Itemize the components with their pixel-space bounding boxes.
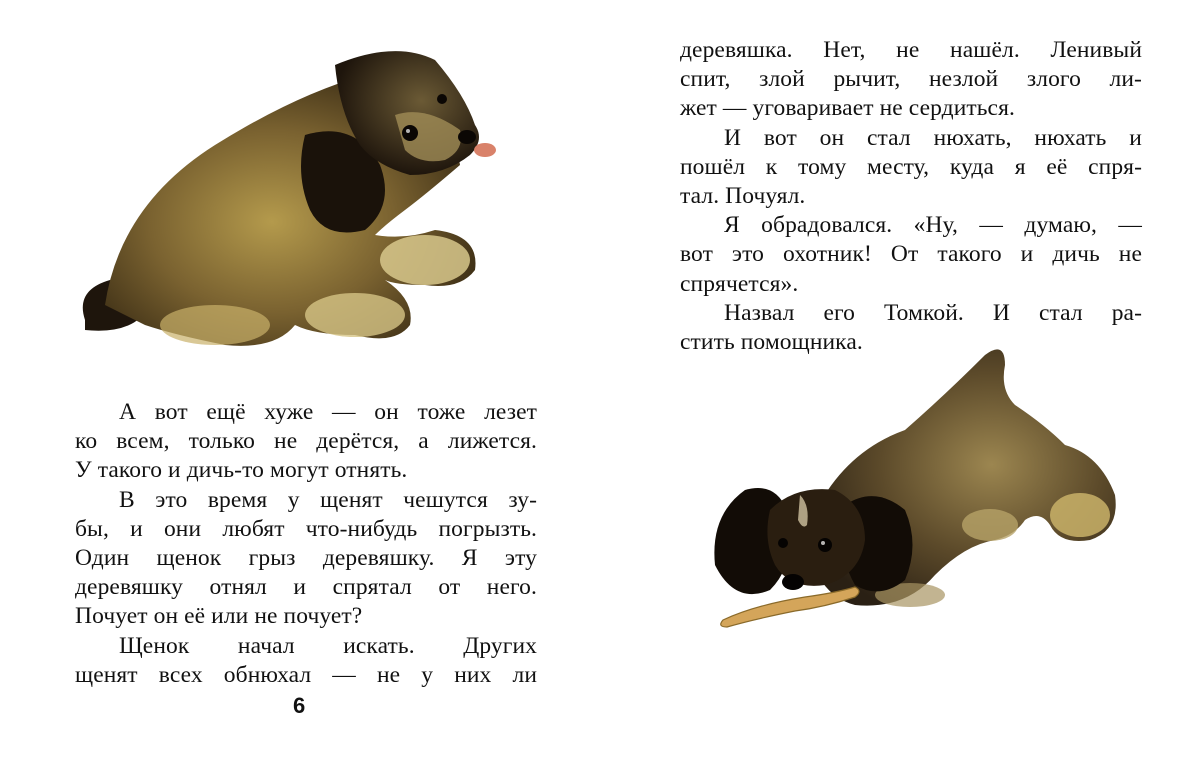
text-line: Щенок начал искать. Других bbox=[119, 632, 537, 659]
text-line: Почует он её или не почует? bbox=[75, 603, 363, 630]
right-page-text bbox=[680, 36, 1142, 357]
text-line: И вот он стал нюхать, нюхать и bbox=[724, 124, 1142, 151]
text-line: Я обрадовался. «Ну, — думаю, — bbox=[724, 212, 1142, 239]
text-line: спрячется». bbox=[680, 270, 799, 297]
text-line: пошёл к тому месту, куда я её спря- bbox=[680, 153, 1142, 180]
text-line: вот это охотник! От такого и дичь не bbox=[680, 241, 1142, 268]
text-line: Один щенок грыз деревяшку. Я эту bbox=[75, 544, 537, 571]
text-line: жет — уговаривает не сердиться. bbox=[680, 95, 1015, 122]
puppy-sitting-image bbox=[65, 35, 505, 365]
text-line: А вот ещё хуже — он тоже лезет bbox=[119, 399, 537, 425]
text-line: У такого и дичь-то могут отнять. bbox=[75, 457, 408, 484]
text-line: Назвал его Томкой. И стал ра- bbox=[724, 299, 1142, 326]
text-line: тал. Почуял. bbox=[680, 182, 806, 209]
puppy-with-stick-image bbox=[695, 335, 1125, 630]
text-line: спит, злой рычит, незлой злого ли- bbox=[680, 66, 1142, 93]
puppy-sitting-illustration bbox=[65, 35, 505, 365]
text-line: бы, и они любят что-нибудь погрызть. bbox=[75, 515, 537, 542]
puppy-with-stick-illustration bbox=[695, 335, 1125, 630]
text-line: В это время у щенят чешутся зу- bbox=[119, 486, 537, 513]
page-number: 6 bbox=[293, 693, 306, 718]
left-page-text bbox=[75, 398, 537, 690]
text-line: деревяшку отнял и спрятал от него. bbox=[75, 574, 537, 601]
text-line: стить помощника. bbox=[680, 328, 863, 355]
text-line: деревяшка. Нет, не нашёл. Ленивый bbox=[680, 37, 1142, 63]
text-line: ко всем, только не дерётся, а лижется. bbox=[75, 428, 537, 455]
text-line: щенят всех обнюхал — не у них ли bbox=[75, 661, 537, 688]
